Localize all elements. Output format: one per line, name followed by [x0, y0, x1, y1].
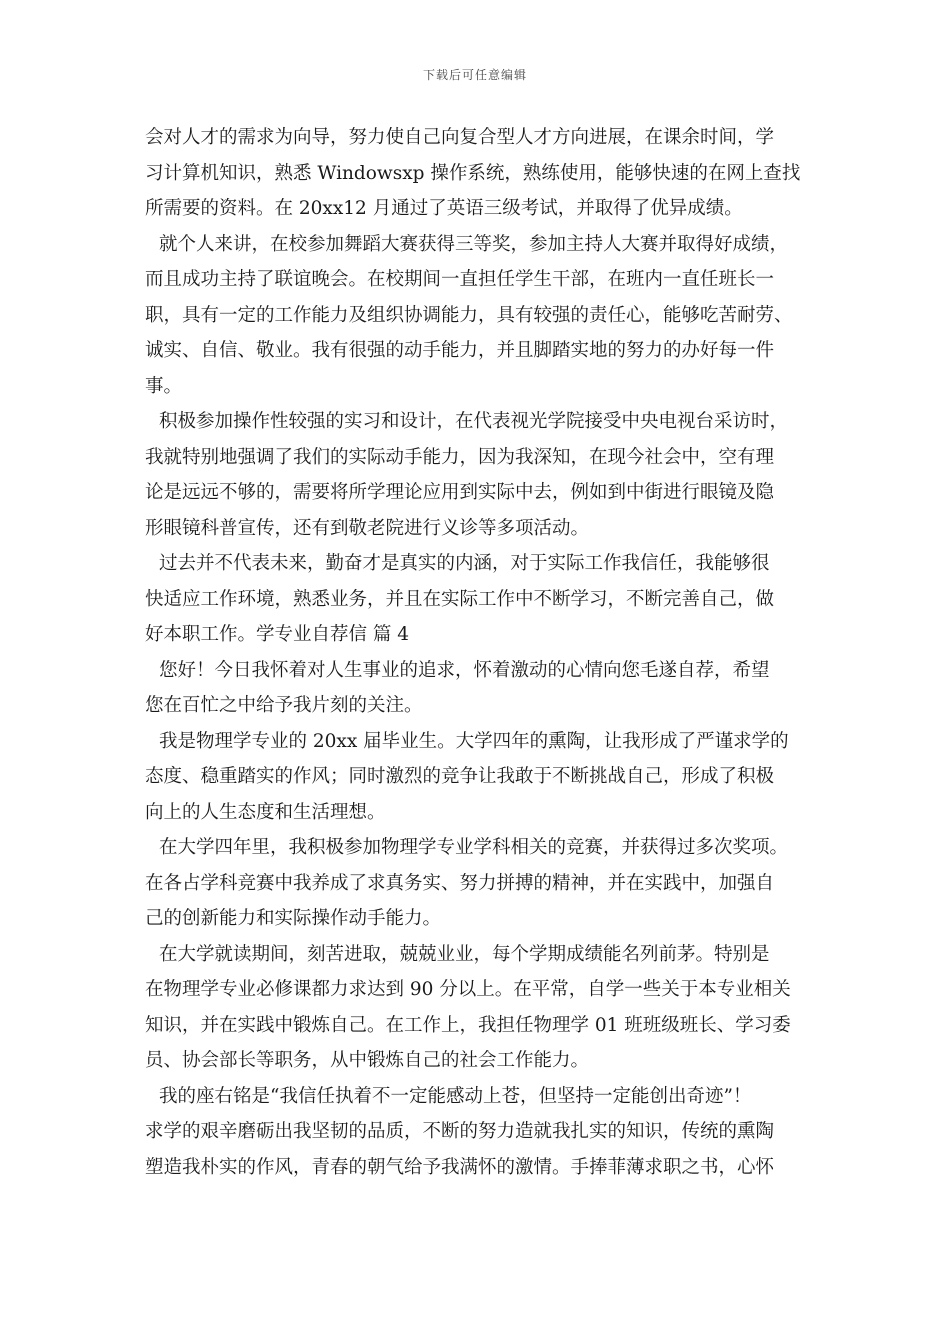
paragraph [145, 724, 813, 831]
paragraph [145, 1079, 813, 1186]
text-line: 在大学四年里，我积极参加物理学专业学科相关的竞赛，并获得过多次奖项。 [159, 837, 789, 858]
paragraph [145, 546, 813, 653]
text-line: 诚实、自信、敬业。我有很强的动手能力，并且脚踏实地的努力的办好每一件 [145, 340, 775, 361]
text-line: 习计算机知识，熟悉 Windowsxp 操作系统，熟练使用，能够快速的在网上查找 [145, 162, 801, 184]
text-line: 我就特别地强调了我们的实际动手能力，因为我深知，在现今社会中，空有理 [145, 446, 775, 468]
document-body [145, 120, 813, 1185]
text-line: 我的座右铭是“我信任执着不一定能感动上苍，但坚持一定能创出奇迹”！ [159, 1085, 752, 1107]
text-line: 您在百忙之中给予我片刻的关注。 [145, 695, 423, 716]
text-line: 塑造我朴实的作风，青春的朝气给予我满怀的激情。手捧菲薄求职之书，心怀 [145, 1156, 775, 1178]
page-header: 下载后可任意编辑 [422, 68, 527, 82]
paragraph [145, 120, 813, 227]
paragraph [145, 653, 813, 724]
text-line: 求学的艰辛磨砺出我坚韧的品质，不断的努力造就我扎实的知识，传统的熏陶 [145, 1121, 775, 1142]
text-line: 职，具有一定的工作能力及组织协调能力，具有较强的责任心，能够吃苦耐劳、 [145, 304, 793, 326]
text-line: 己的创新能力和实际操作动手能力。 [145, 908, 442, 929]
paragraph [145, 830, 813, 937]
text-line: 形眼镜科普宣传，还有到敬老院进行义诊等多项活动。 [145, 517, 590, 539]
text-line: 在各占学科竞赛中我养成了求真务实、努力拼搏的精神，并在实践中，加强自 [145, 872, 775, 894]
text-line: 所需要的资料。在 20xx12 月通过了英语三级考试，并取得了优异成绩。 [145, 198, 743, 219]
text-line: 过去并不代表未来，勤奋才是真实的内涵，对于实际工作我信任，我能够很 [159, 553, 770, 574]
text-line: 知识，并在实践中锻炼自己。在工作上，我担任物理学 01 班班级班长、学习委 [145, 1014, 791, 1036]
text-line: 论是远远不够的，需要将所学理论应用到实际中去，例如到中街进行眼镜及隐 [145, 482, 775, 503]
text-line: 好本职工作。学专业自荐信 篇 4 [145, 624, 410, 645]
paragraph [145, 404, 813, 546]
text-line: 会对人才的需求为向导，努力使自己向复合型人才方向进展，在课余时间，学 [145, 127, 775, 148]
text-line: 就个人来讲，在校参加舞蹈大赛获得三等奖，参加主持人大赛并取得好成绩， [159, 233, 789, 255]
text-line: 而且成功主持了联谊晚会。在校期间一直担任学生干部，在班内一直任班长一 [145, 269, 775, 290]
text-line: 快适应工作环境，熟悉业务，并且在实际工作中不断学习，不断完善自己，做 [145, 588, 775, 610]
text-line: 在物理学专业必修课都力求达到 90 分以上。在平常，自学一些关于本专业相关 [145, 979, 791, 1000]
paragraph [145, 937, 813, 1079]
text-line: 在大学就读期间，刻苦进取，兢兢业业，每个学期成绩能名列前茅。特别是 [159, 943, 770, 965]
text-line: 我是物理学专业的 20xx 届毕业生。大学四年的熏陶，让我形成了严谨求学的 [159, 730, 789, 752]
text-line: 您好！今日我怀着对人生事业的追求，怀着激动的心情向您毛遂自荐，希望 [159, 659, 770, 681]
paragraph [145, 227, 813, 405]
text-line: 事。 [145, 375, 183, 397]
text-line: 员、协会部长等职务，从中锻炼自己的社会工作能力。 [145, 1050, 590, 1071]
text-line: 向上的人生态度和生活理想。 [145, 801, 386, 823]
text-line: 积极参加操作性较强的实习和设计，在代表视光学院接受中央电视台采访时， [159, 411, 789, 432]
text-line: 态度、稳重踏实的作风；同时激烈的竞争让我敢于不断挑战自己，形成了积极 [145, 766, 775, 787]
